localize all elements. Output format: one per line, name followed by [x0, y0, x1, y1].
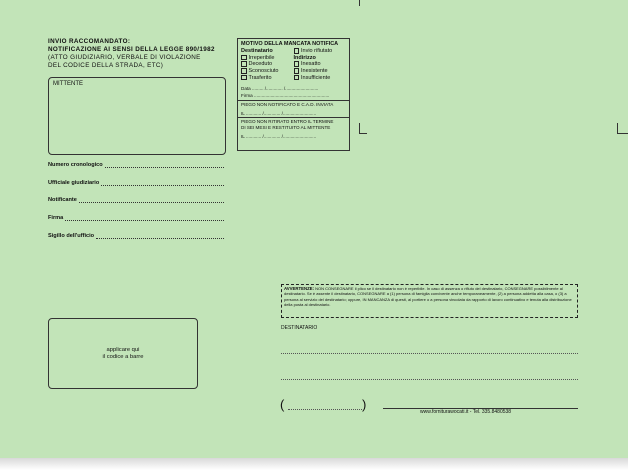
- checkbox[interactable]: [241, 68, 247, 74]
- checkbox[interactable]: [294, 48, 300, 54]
- destinatario-heading: Destinatario: [241, 48, 273, 54]
- option-inesistente[interactable]: Inesistente: [294, 68, 347, 75]
- header-line-4: DEL CODICE DELLA STRADA, ETC): [48, 62, 164, 69]
- header-line-1: INVIO RACCOMANDATO:: [48, 38, 131, 45]
- field-notificante[interactable]: [48, 197, 224, 203]
- field-numero-cronologico[interactable]: [48, 162, 224, 168]
- mittente-box[interactable]: [48, 77, 226, 155]
- dotted-line: [105, 162, 224, 168]
- paren-open: (: [280, 397, 285, 412]
- avvertenze-text: NON CONSEGNARE il plico se il destinatario non è reperibile. In caso di assenza o rifiuto del destinatario, CONSEGNARE possibilmente al destinatario. Se è assente il destinatario, CONSEGNARE a (1) persona di famiglia convivente anche temporaneamente, (2) a persona addetta alla casa, o (3) a persona al servizio del destinatario; oppure, IN MANCANZA di questi, al portiere o a persona vincolata da rapporto di lavoro continuativo e tenuta alla distribuzione della posta al destinatario.: [284, 286, 572, 307]
- corner-mark: [359, 123, 360, 133]
- mittente-label: MITTENTE: [53, 81, 83, 87]
- data-line[interactable]: Data ......... /............. /..........................: [241, 85, 319, 91]
- option-insufficiente[interactable]: Insufficiente: [294, 75, 347, 82]
- barcode-line-2: il codice a barre: [102, 353, 144, 360]
- option-deceduto[interactable]: Deceduto: [241, 61, 294, 68]
- dotted-line: [101, 180, 224, 186]
- destinatario-label: DESTINATARIO: [281, 325, 318, 331]
- dotted-line: [79, 197, 224, 203]
- avvertenze-title: AVVERTENZE:: [284, 286, 315, 291]
- footer-text: www.forniturawocati.it - Tel. 335.8480538: [420, 409, 512, 415]
- checkbox[interactable]: [294, 61, 300, 67]
- option-invio-rifiutato[interactable]: Invio rifiutato: [294, 48, 347, 55]
- header-line-2: NOTIFICAZIONE AI SENSI DELLA LEGGE 890/1982: [48, 46, 215, 53]
- option-irreperibile[interactable]: Irreperibile: [241, 55, 294, 62]
- sheet-shadow: [0, 458, 628, 470]
- paren-close: ): [362, 397, 367, 412]
- motivo-title: MOTIVO DELLA MANCATA NOTIFICA: [241, 41, 339, 47]
- indirizzo-column: [294, 48, 347, 82]
- corner-mark: [617, 123, 618, 133]
- piego-non-ritirato-2: DI SEI MESI E RESTITUITO AL MITTENTE: [241, 124, 331, 130]
- indirizzo-heading: Indirizzo: [293, 54, 316, 61]
- field-label: Ufficiale giudiziario: [48, 180, 100, 186]
- firma-line[interactable]: Firma ...........................................................: [241, 92, 330, 98]
- checkbox[interactable]: [294, 75, 300, 81]
- destinatario-line-1[interactable]: [281, 352, 578, 354]
- destinatario-column: [241, 48, 294, 82]
- option-trasferito[interactable]: Trasferito: [241, 75, 294, 82]
- piego-non-notificato-date[interactable]: IL ............ /............. /..........................: [241, 110, 317, 116]
- field-firma[interactable]: [48, 215, 224, 221]
- barcode-line-1: applicare qui: [106, 346, 140, 353]
- province-line[interactable]: [288, 408, 362, 410]
- checkbox[interactable]: [294, 68, 300, 74]
- field-ufficiale-giudiziario[interactable]: [48, 180, 224, 186]
- checkbox[interactable]: [241, 55, 247, 61]
- field-label: Notificante: [48, 197, 77, 203]
- destinatario-line-2[interactable]: [281, 378, 578, 380]
- checkbox[interactable]: [241, 75, 247, 81]
- header-line-3: (ATTO GIUDIZIARIO, VERBALE DI VIOLAZIONE: [48, 54, 201, 61]
- dotted-line: [96, 233, 224, 239]
- barcode-box: [48, 318, 198, 389]
- avvertenze-box: [281, 284, 578, 318]
- corner-mark: [617, 133, 628, 134]
- corner-mark: [359, 133, 367, 134]
- piego-non-notificato: PIEGO NON NOTIFICATO E C.A.D. INVIATA: [241, 101, 334, 107]
- piego-non-ritirato-date[interactable]: IL ............ /............. /..........................: [241, 133, 317, 139]
- field-label: Firma: [48, 215, 64, 221]
- piego-non-ritirato-1: PIEGO NON RITIRATO ENTRO IL TERMINE: [241, 118, 334, 124]
- option-inesatto[interactable]: Inesatto: [294, 61, 347, 68]
- form-header: [48, 38, 215, 70]
- divider: [238, 117, 349, 118]
- dotted-line: [65, 215, 224, 221]
- field-label: Numero cronologico: [48, 162, 103, 168]
- field-label: Sigillo dell'ufficio: [48, 233, 95, 239]
- checkbox[interactable]: [241, 61, 247, 67]
- option-sconosciuto[interactable]: Sconosciuto: [241, 68, 294, 75]
- field-sigillo[interactable]: [48, 233, 224, 239]
- motivo-box: [237, 38, 350, 151]
- fold-mark-top: [359, 0, 360, 6]
